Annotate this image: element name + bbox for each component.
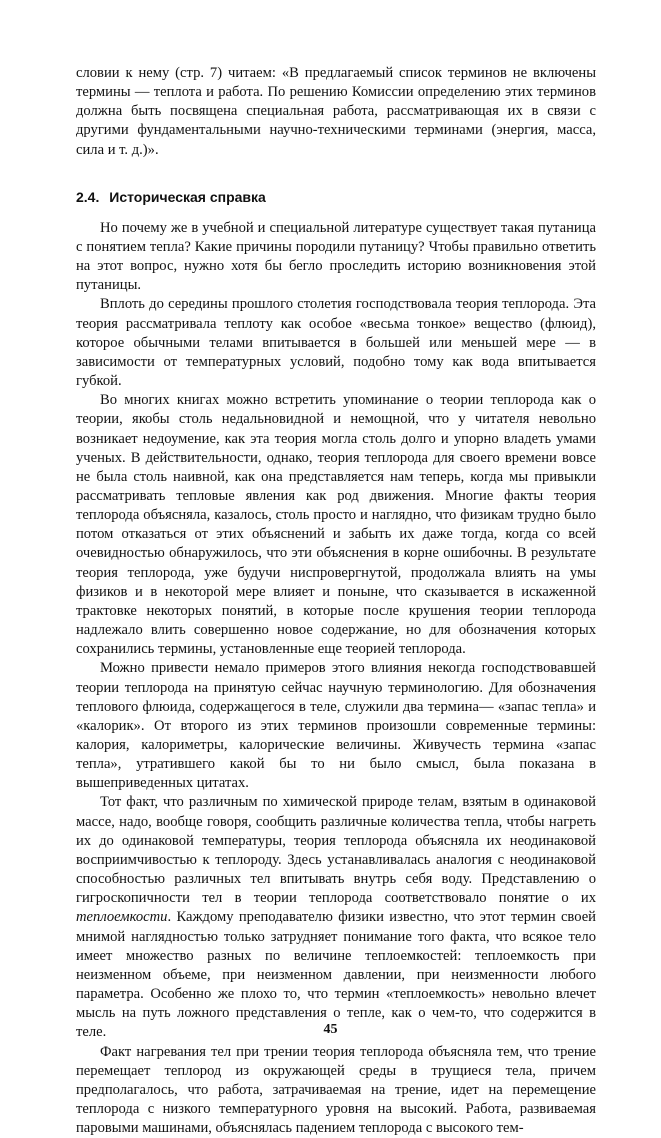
paragraph-5-part2: . Каждому преподавателю физики известно, что этот термин своей мнимой наглядностью только затрудняет понимание того факта, что всякое тело имеет множество разных по величине теплоемкостей: теплоемкость при неизменном объеме, при неизменном давлении, при неизменности любого параметра. Особенно же плохо то, что термин «теплоемкость» невольно влечет мысль на путь ложного представления о тепле, как о чем-то, что содержится в теле. [76, 909, 596, 1040]
paragraph-5 [76, 793, 596, 1042]
emphasized-term: теплоемкости [76, 909, 167, 925]
paragraph-4: Можно привести немало примеров этого влияния некогда господствовавшей теории теплорода на принятую сейчас научную терминологию. Для обозначения теплового флюида, содержащегося в теле, служили два термина— «запас тепла» и «калорик». От второго из этих терминов произошли современные термины: калория, калориметры, калорические величины. Живучесть термина «запас тепла», утратившего какой бы то ни было смысл, была показана в вышеприведенных цитатах. [76, 659, 596, 793]
section-number: 2.4. [76, 189, 99, 205]
paragraph-3: Во многих книгах можно встретить упоминание о теории теплорода как о теории, якобы столь недальновидной и немощной, что у читателя невольно возникает недоумение, как эта теория могла столь долго и упорно владеть умами ученых. В действительности, однако, теория теплорода для своего времени вовсе не была столь наивной, как она представляется нам теперь, когда мы привыкли рассматривать тепловые явления как род движения. Многие факты теория теплорода объясняла, казалось, столь просто и наглядно, что физикам трудно было потом отказаться от этих объяснений и забыть их даже тогда, когда со всей очевидностью обнаружилось, что эти объяснения в корне ошибочны. В результате теория теплорода, уже будучи ниспровергнутой, продолжала влиять на умы физиков и в некоторой мере влияет и поныне, что сказывается в искаженной трактовке некоторых понятий, в которые после крушения теории теплорода надлежало влить совершенно новое содержание, но для обозначения которых сохранились термины, установленные еще теорией теплорода. [76, 391, 596, 659]
paragraph-1: Но почему же в учебной и специальной литературе существует такая путаница с понятием тепла? Какие причины породили путаницу? Чтобы правильно ответить на этот вопрос, нужно хотя бы бегло проследить историю возникновения этой путаницы. [76, 219, 596, 296]
intro-paragraph: словии к нему (стр. 7) читаем: «В предлагаемый список терминов не включены термины — теплота и работа. По решению Комиссии определению этих терминов должна быть посвящена специальная работа, рассматривающая их в связи с другими фундаментальными научно-техническими терминами (энергия, масса, сила и т. д.)». [76, 64, 596, 160]
paragraph-6: Факт нагревания тел при трении теория теплорода объясняла тем, что трение перемещает теплород из окружающей среды в трущиеся тела, причем предполагалось, что работа, затрачиваемая на трение, идет на перемещение теплорода с низкого температурного уровня на высокий. Работа, развиваемая паровыми машинами, объяснялась падением теплорода с высокого тем- [76, 1043, 596, 1138]
section-title: Историческая справка [109, 189, 266, 205]
page-number: 45 [0, 1022, 661, 1038]
paragraph-2: Вплоть до середины прошлого столетия господствовала теория теплорода. Эта теория рассматривала теплоту как особое «весьма тонкое» вещество (флюид), которое обычными телами впитывается в большей или меньшей мере — в зависимости от температурных условий, подобно тому как вода впитывается губкой. [76, 295, 596, 391]
paragraph-5-part1: Тот факт, что различным по химической природе телам, взятым в одинаковой массе, надо, вообще говоря, сообщить различные количества тепла, чтобы нагреть их до одинаковой температуры, теория теплорода объясняла их неодинаковой восприимчивостью к теплороду. Здесь устанавливалась аналогия с неодинаковой способностью различных тел впитывать внутрь себя воду. Представлению о гигроскопичности тел в теории теплорода соответствовало понятие о их [76, 794, 596, 906]
page-body [76, 64, 596, 1138]
section-heading [76, 188, 596, 207]
